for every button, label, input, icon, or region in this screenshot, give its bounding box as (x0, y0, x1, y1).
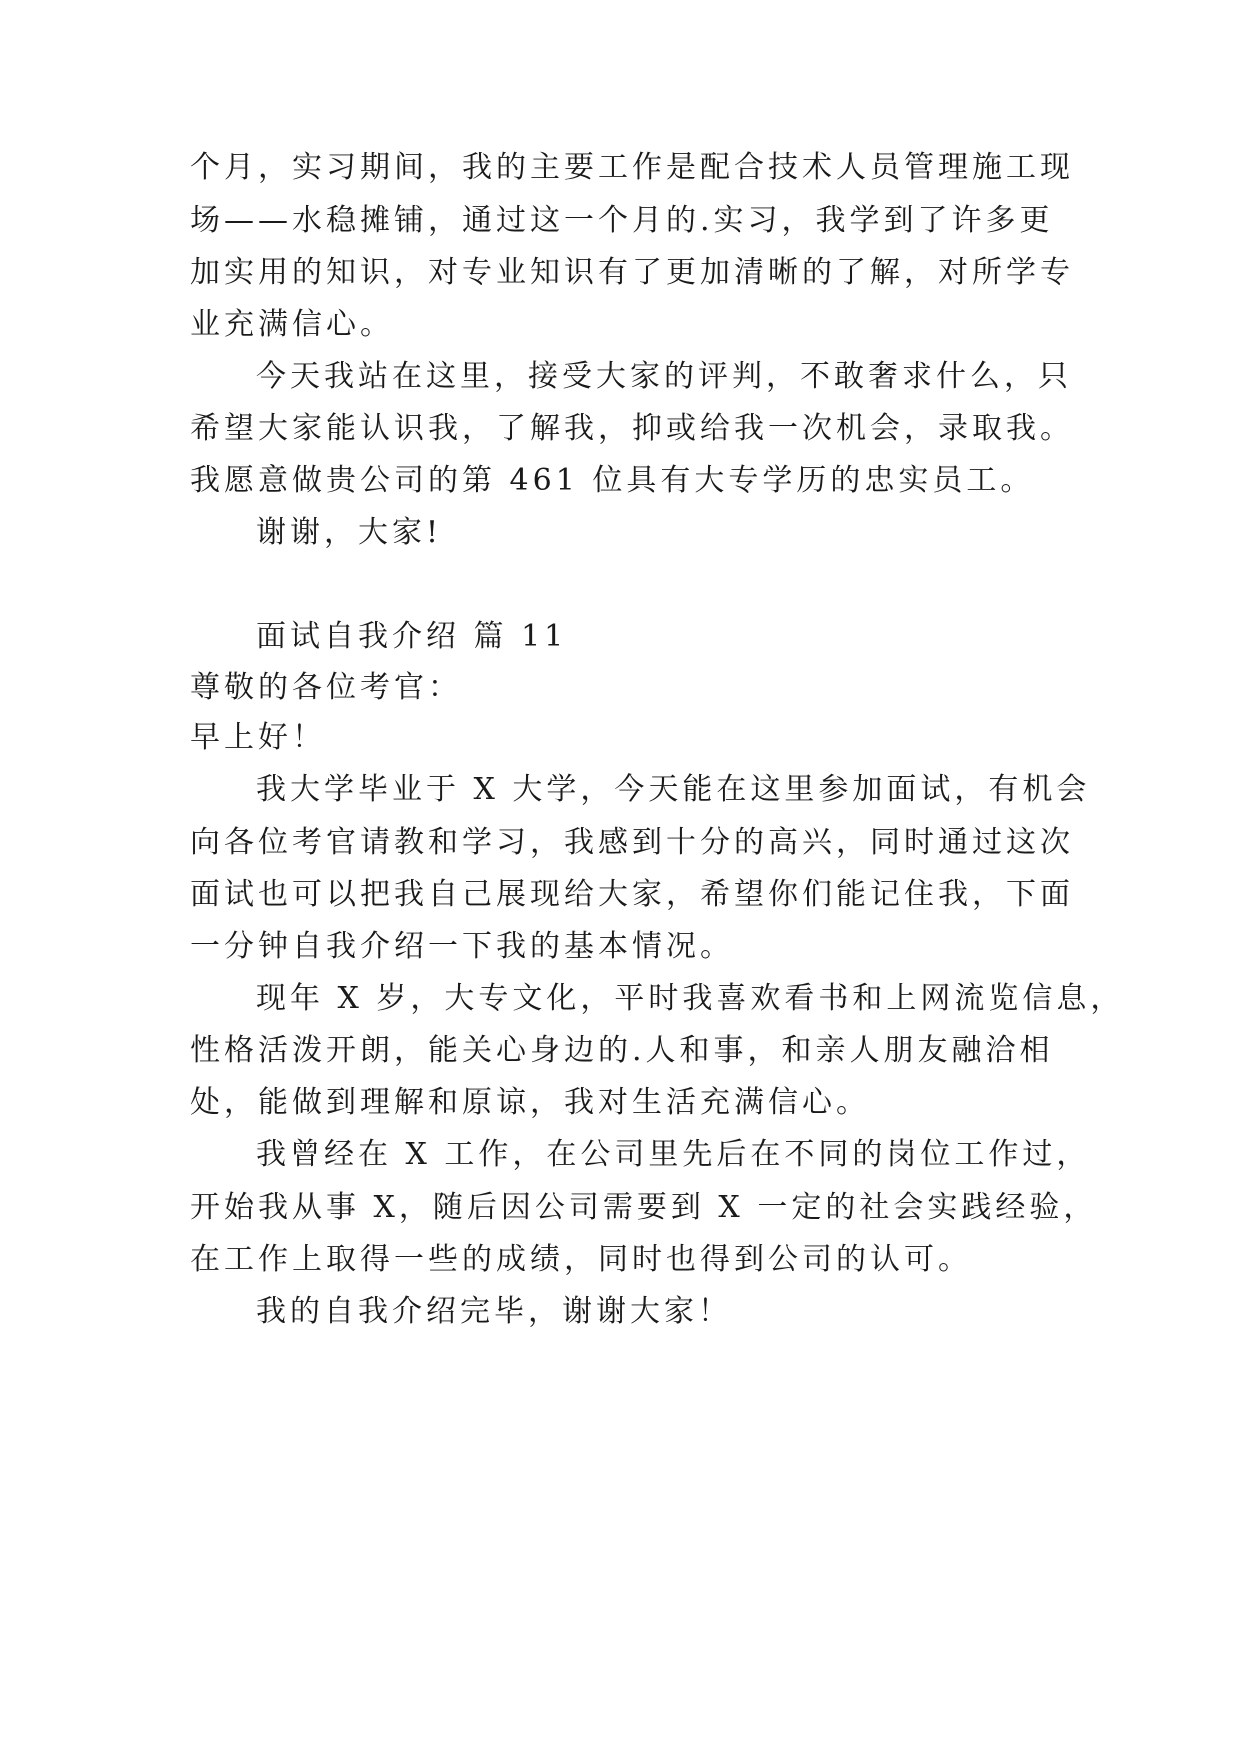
body-line: 我大学毕业于 X 大学，今天能在这里参加面试，有机会 (256, 772, 1091, 807)
body-line: 一分钟自我介绍一下我的基本情况。 (190, 929, 734, 964)
salutation: 尊敬的各位考官： (190, 670, 462, 705)
body-line: 面试也可以把我自己展现给大家，希望你们能记住我，下面 (190, 877, 1074, 912)
body-line: 今天我站在这里，接受大家的评判，不敢奢求什么，只 (256, 359, 1072, 394)
closing-line: 我的自我介绍完毕，谢谢大家！ (256, 1294, 732, 1329)
body-line: 希望大家能认识我，了解我，抑或给我一次机会，录取我。 (190, 411, 1074, 446)
body-line: 我愿意做贵公司的第 461 位具有大专学历的忠实员工。 (190, 463, 1035, 498)
greeting: 早上好！ (190, 720, 326, 755)
body-line: 性格活泼开朗，能关心身边的.人和事，和亲人朋友融洽相 (190, 1033, 1054, 1068)
body-line: 场——水稳摊铺，通过这一个月的.实习，我学到了许多更 (190, 203, 1054, 238)
body-line: 个月，实习期间，我的主要工作是配合技术人员管理施工现 (190, 150, 1074, 185)
body-line: 现年 X 岁，大专文化，平时我喜欢看书和上网流览信息， (256, 981, 1125, 1016)
body-line: 向各位考官请教和学习，我感到十分的高兴，同时通过这次 (190, 825, 1074, 860)
section-title: 面试自我介绍 篇 11 (256, 619, 568, 654)
body-line: 业充满信心。 (190, 307, 394, 342)
body-line: 在工作上取得一些的成绩，同时也得到公司的认可。 (190, 1242, 972, 1277)
body-line: 加实用的知识，对专业知识有了更加清晰的了解，对所学专 (190, 255, 1074, 290)
body-line: 我曾经在 X 工作，在公司里先后在不同的岗位工作过， (256, 1137, 1091, 1172)
body-line: 开始我从事 X，随后因公司需要到 X 一定的社会实践经验， (190, 1190, 1098, 1225)
thanks-line: 谢谢，大家! (256, 515, 443, 550)
body-line: 处，能做到理解和原谅，我对生活充满信心。 (190, 1085, 870, 1120)
